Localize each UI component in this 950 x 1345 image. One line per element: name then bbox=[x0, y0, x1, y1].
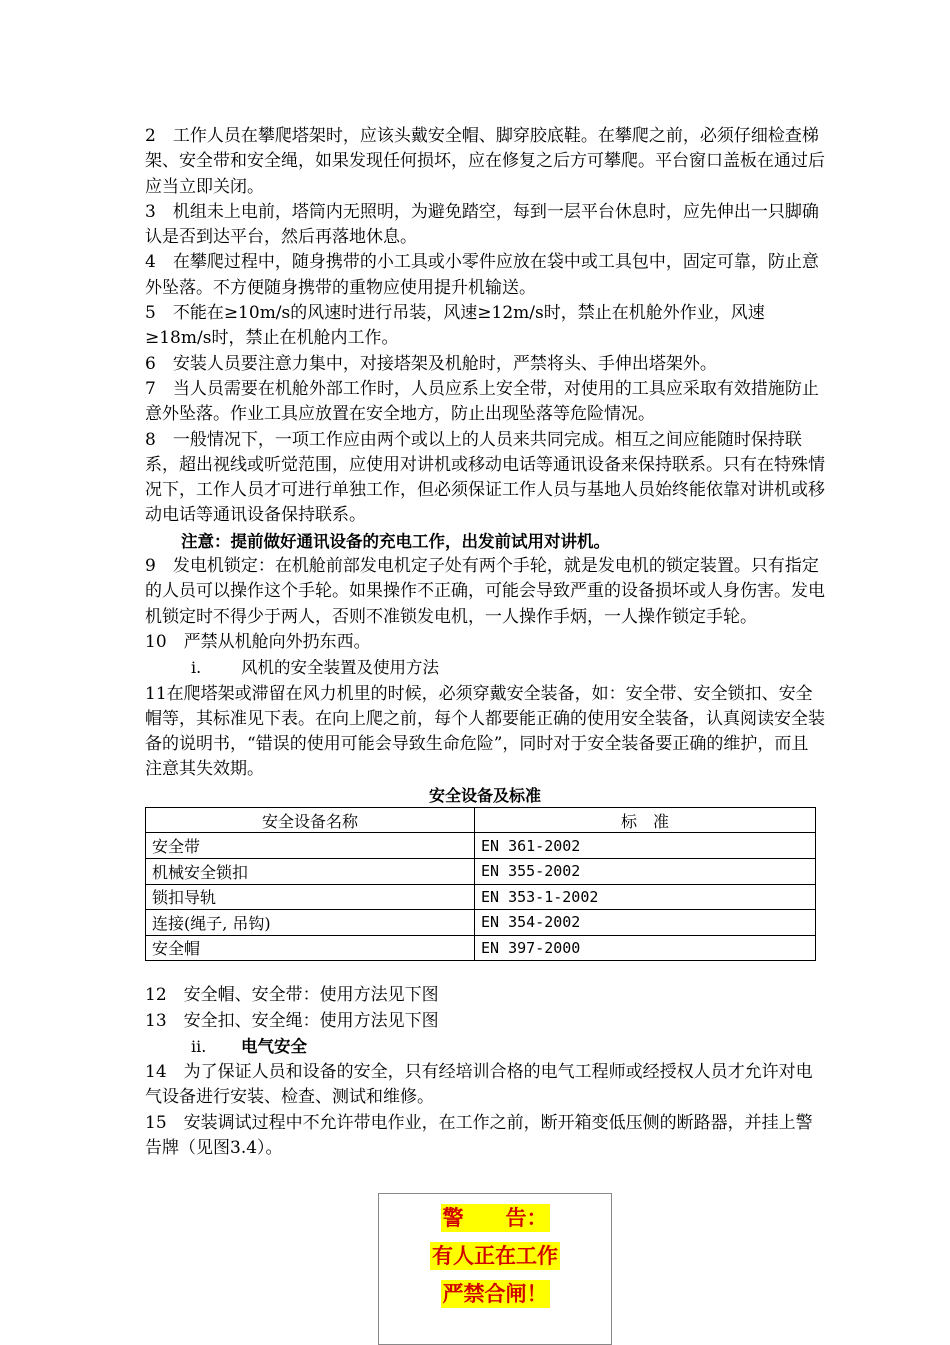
paragraph-2: 2 工作人员在攀爬塔架时，应该头戴安全帽、脚穿胶底鞋。在攀爬之前，必须仔细检查梯架、安全带和安全绳，如果发现任何损坏，应在修复之后方可攀爬。平台窗口盖板在通过后应当立即关闭。 bbox=[145, 126, 825, 197]
table-cell-name: 安全帽 bbox=[146, 935, 475, 961]
warning-title: 警 告： bbox=[442, 1206, 548, 1230]
paragraph-12: 12 安全帽、安全带：使用方法见下图 bbox=[145, 985, 439, 1006]
table-cell-standard: EN 355-2002 bbox=[475, 858, 816, 884]
section-title-2: 电气安全 bbox=[241, 1036, 307, 1056]
table-row bbox=[146, 884, 816, 910]
paragraph-13: 13 安全扣、安全绳：使用方法见下图 bbox=[145, 1010, 439, 1031]
table-header-standard: 标 准 bbox=[475, 807, 816, 833]
paragraph-7: 7 当人员需要在机舱外部工作时，人员应系上安全带，对使用的工具应采取有效措施防止意外坠落。作业工具应放置在安全地方，防止出现坠落等危险情况。 bbox=[145, 378, 819, 425]
paragraph-4: 4 在攀爬过程中，随身携带的小工具或小零件应放在袋中或工具包中，固定可靠，防止意外坠落。不方便随身携带的重物应使用提升机输送。 bbox=[145, 252, 819, 298]
paragraph-10: 10 严禁从机舱向外扔东西。 bbox=[145, 631, 371, 652]
table-cell-standard: EN 361-2002 bbox=[475, 833, 816, 859]
document-body bbox=[145, 124, 825, 1161]
section-number-1: i. bbox=[191, 658, 202, 678]
table-row bbox=[146, 858, 816, 884]
safety-equipment-table bbox=[145, 807, 816, 962]
section-number-2: ii. bbox=[191, 1036, 207, 1056]
paragraph-9: 9 发电机锁定：在机舱前部发电机定子处有两个手轮，就是发电机的锁定装置。只有指定的人员可以操作这个手轮。如果操作不正确，可能会导致严重的设备损坏或人身伤害。发电机锁定时不得少于两人，否则不准锁发电机，一人操作手炳，一人操作锁定手轮。 bbox=[145, 556, 825, 627]
warning-line-working: 有人正在工作 bbox=[432, 1244, 558, 1268]
table-cell-standard: EN 397-2000 bbox=[475, 935, 816, 961]
table-title: 安全设备及标准 bbox=[428, 785, 541, 805]
paragraph-6: 6 安装人员要注意力集中，对接塔架及机舱时，严禁将头、手伸出塔架外。 bbox=[145, 353, 717, 374]
warning-line-no-switch: 严禁合闸！ bbox=[442, 1282, 548, 1306]
table-row bbox=[146, 833, 816, 859]
paragraph-14: 14 为了保证人员和设备的安全，只有经培训合格的电气工程师或经授权人员才允许对电气设备进行安装、检查、测试和维修。 bbox=[145, 1062, 813, 1108]
table-cell-standard: EN 354-2002 bbox=[475, 910, 816, 936]
table-cell-name: 机械安全锁扣 bbox=[146, 858, 475, 884]
paragraph-3: 3 机组未上电前，塔筒内无照明，为避免踏空，每到一层平台休息时，应先伸出一只脚确认是否到达平台，然后再落地休息。 bbox=[145, 201, 819, 248]
table-header-name: 安全设备名称 bbox=[146, 807, 475, 833]
note-text: 注意：提前做好通讯设备的充电工作，出发前试用对讲机。 bbox=[181, 531, 610, 551]
table-cell-standard: EN 353-1-2002 bbox=[475, 884, 816, 910]
table-cell-name: 安全带 bbox=[146, 833, 475, 859]
table-row bbox=[146, 910, 816, 936]
paragraph-5: 5 不能在≥10m/s的风速时进行吊装，风速≥12m/s时，禁止在机舱外作业，风速≥18m/s时，禁止在机舱内工作。 bbox=[145, 303, 765, 349]
warning-sign bbox=[378, 1193, 612, 1345]
spacer bbox=[145, 961, 825, 983]
section-heading-1 bbox=[145, 655, 825, 681]
paragraph-15: 15 安装调试过程中不允许带电作业，在工作之前，断开箱变低压侧的断路器，并挂上警告牌（见图3.4）。 bbox=[145, 1112, 813, 1159]
section-heading-2 bbox=[145, 1034, 825, 1060]
table-cell-name: 锁扣导轨 bbox=[146, 884, 475, 910]
table-cell-name: 连接(绳子, 吊钩) bbox=[146, 910, 475, 936]
table-row bbox=[146, 935, 816, 961]
section-title-1: 风机的安全装置及使用方法 bbox=[241, 658, 439, 678]
paragraph-11: 11在爬塔架或滞留在风力机里的时候，必须穿戴安全装备，如：安全带、安全锁扣、安全帽等，其标准见下表。在向上爬之前，每个人都要能正确的使用安全装备，认真阅读安全装备的说明书，“错误的使用可能会导致生命危险”，同时对于安全装备要正确的维护，而且注意其失效期。 bbox=[145, 683, 825, 780]
paragraph-8: 8 一般情况下，一项工作应由两个或以上的人员来共同完成。相互之间应能随时保持联系，超出视线或听觉范围，应使用对讲机或移动电话等通讯设备来保持联系。只有在特殊情况下，工作人员才可进行单独工作，但必须保证工作人员与基地人员始终能依靠对讲机或移动电话等通讯设备保持联系。 bbox=[145, 429, 825, 526]
table-header-row bbox=[146, 807, 816, 833]
